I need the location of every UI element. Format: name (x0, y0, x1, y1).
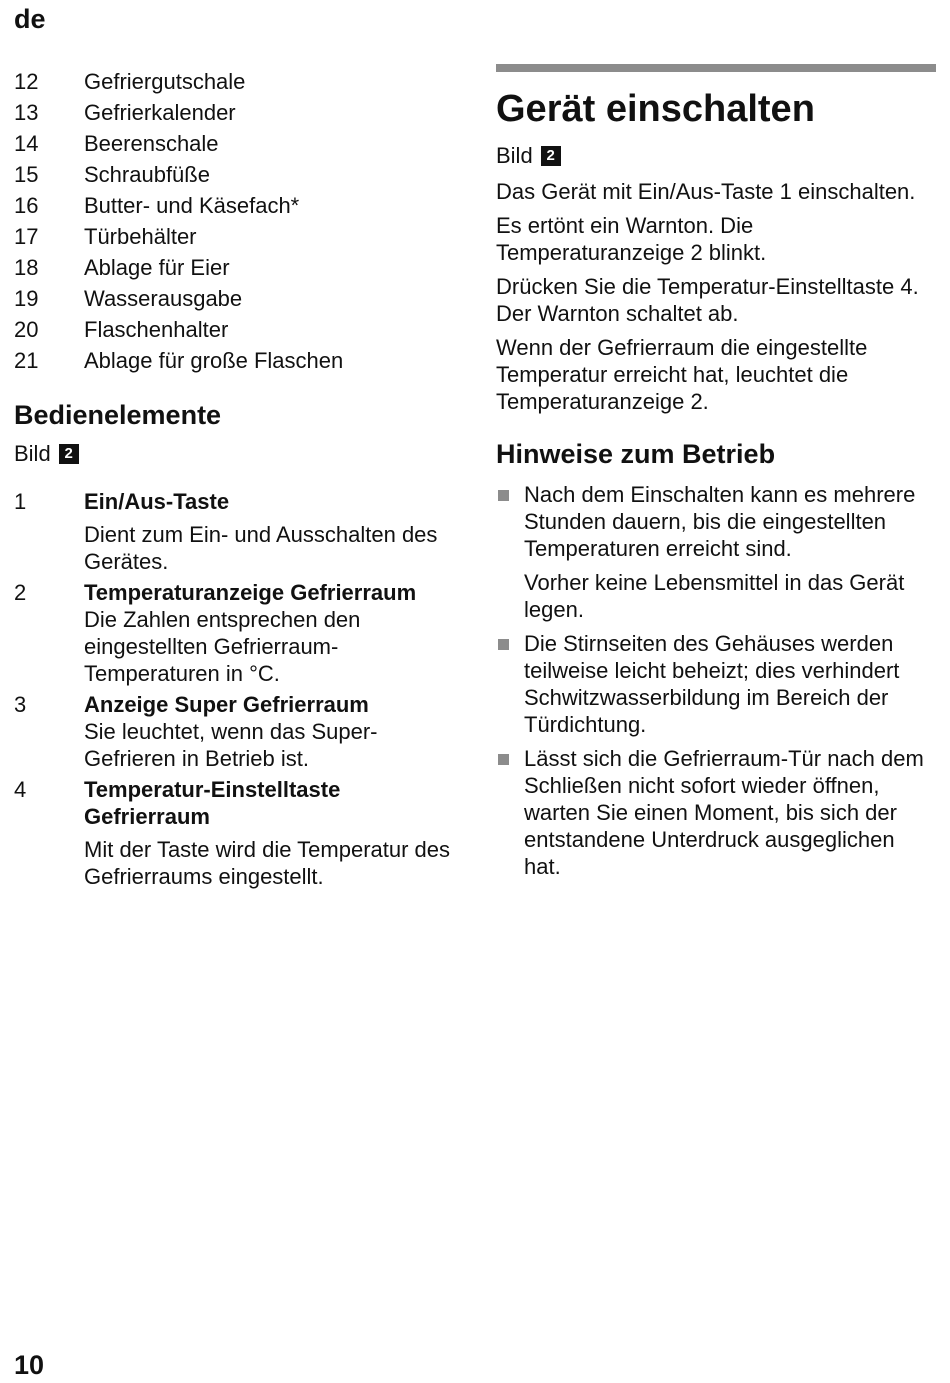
item-label: Türbehälter (84, 224, 197, 249)
page-number: 10 (14, 1350, 45, 1380)
bullet-extra-text: Vorher keine Lebensmittel in das Gerät legen. (524, 570, 905, 622)
list-item (14, 190, 464, 221)
bullet-square-icon (496, 630, 524, 738)
control-item (14, 579, 464, 687)
control-item (14, 776, 464, 890)
control-title: Temperatur-Einstelltaste Gefrierraum (84, 777, 341, 829)
paragraph: Das Gerät mit Ein/Aus-Taste 1 einschalten. (496, 179, 916, 204)
item-number: 16 (14, 193, 39, 218)
controls-list (14, 488, 464, 890)
item-number: 20 (14, 317, 39, 342)
section-rule (496, 64, 936, 72)
figure-reference (496, 142, 936, 170)
control-number: 1 (14, 489, 27, 514)
list-item (14, 159, 464, 190)
bullet-text: Lässt sich die Gefrierraum-Tür nach dem Schließen nicht sofort wieder öffnen, warten Sie einen Moment, bis sich der entstandene Unterdruck ausgeglichen hat. (524, 746, 924, 879)
item-label: Gefrierkalender (84, 100, 236, 125)
item-number: 18 (14, 255, 39, 280)
item-label: Schraubfüße (84, 162, 210, 187)
item-number: 17 (14, 224, 39, 249)
item-label: Ablage für Eier (84, 255, 230, 280)
control-description: Die Zahlen entsprechen den eingestellten Gefrierraum-Temperaturen in °C. (84, 607, 361, 686)
item-number: 13 (14, 100, 39, 125)
control-item (14, 488, 464, 575)
section-heading-einschalten: Gerät einschalten (496, 88, 815, 130)
control-number: 2 (14, 580, 27, 605)
control-number: 3 (14, 692, 27, 717)
bullet-text: Die Stirnseiten des Gehäuses werden teilweise leicht beheizt; dies verhindert Schwitzwasserbildung im Bereich der Türdichtung. (524, 631, 900, 737)
item-number: 12 (14, 69, 39, 94)
list-item (14, 128, 464, 159)
control-title: Temperaturanzeige Gefrierraum (84, 580, 417, 605)
paragraph: Wenn der Gefrierraum die eingestellte Temperatur erreicht hat, leuchtet die Temperaturanzeige 2. (496, 335, 868, 414)
figure-label: Bild (496, 143, 533, 168)
left-column (14, 66, 464, 894)
list-item (14, 252, 464, 283)
control-title: Anzeige Super Gefrierraum (84, 692, 369, 717)
item-label: Ablage für große Flaschen (84, 348, 344, 373)
control-item (14, 691, 464, 772)
section-heading-hinweise: Hinweise zum Betrieb (496, 439, 776, 469)
item-number: 14 (14, 131, 39, 156)
item-label: Gefriergutschale (84, 69, 246, 94)
control-description: Mit der Taste wird die Temperatur des Gefrierraums eingestellt. (84, 837, 451, 889)
item-number: 15 (14, 162, 39, 187)
list-item (14, 283, 464, 314)
parts-list (14, 66, 464, 376)
list-item (14, 221, 464, 252)
control-description: Sie leuchtet, wenn das Super-Gefrieren in Betrieb ist. (84, 719, 378, 771)
section-heading-bedienelemente: Bedienelemente (14, 400, 222, 430)
item-label: Wasserausgabe (84, 286, 243, 311)
language-label: de (14, 4, 46, 34)
list-item (496, 745, 936, 880)
control-description: Dient zum Ein- und Ausschalten des Gerätes. (84, 522, 438, 574)
figure-number-badge: 2 (541, 146, 561, 166)
figure-number-badge: 2 (59, 444, 79, 464)
item-label: Beerenschale (84, 131, 219, 156)
figure-reference (14, 440, 464, 468)
figure-label: Bild (14, 441, 51, 466)
list-item (14, 97, 464, 128)
bullet-square-icon (496, 745, 524, 880)
control-number: 4 (14, 777, 27, 802)
item-label: Butter- und Käsefach* (84, 193, 300, 218)
bullet-square-icon (496, 481, 524, 623)
bullet-text: Nach dem Einschalten kann es mehrere Stunden dauern, bis die eingestellten Temperaturen erreicht sind. (524, 482, 916, 561)
item-label: Flaschenhalter (84, 317, 229, 342)
paragraph: Drücken Sie die Temperatur-Einstelltaste 4. Der Warnton schaltet ab. (496, 274, 919, 326)
list-item (496, 481, 936, 623)
item-number: 21 (14, 348, 39, 373)
list-item (14, 314, 464, 345)
list-item (496, 630, 936, 738)
right-column (496, 64, 936, 887)
control-title: Ein/Aus-Taste (84, 489, 230, 514)
list-item (14, 345, 464, 376)
list-item (14, 66, 464, 97)
paragraph: Es ertönt ein Warnton. Die Temperaturanzeige 2 blinkt. (496, 213, 767, 265)
bullet-list (496, 481, 936, 880)
item-number: 19 (14, 286, 39, 311)
